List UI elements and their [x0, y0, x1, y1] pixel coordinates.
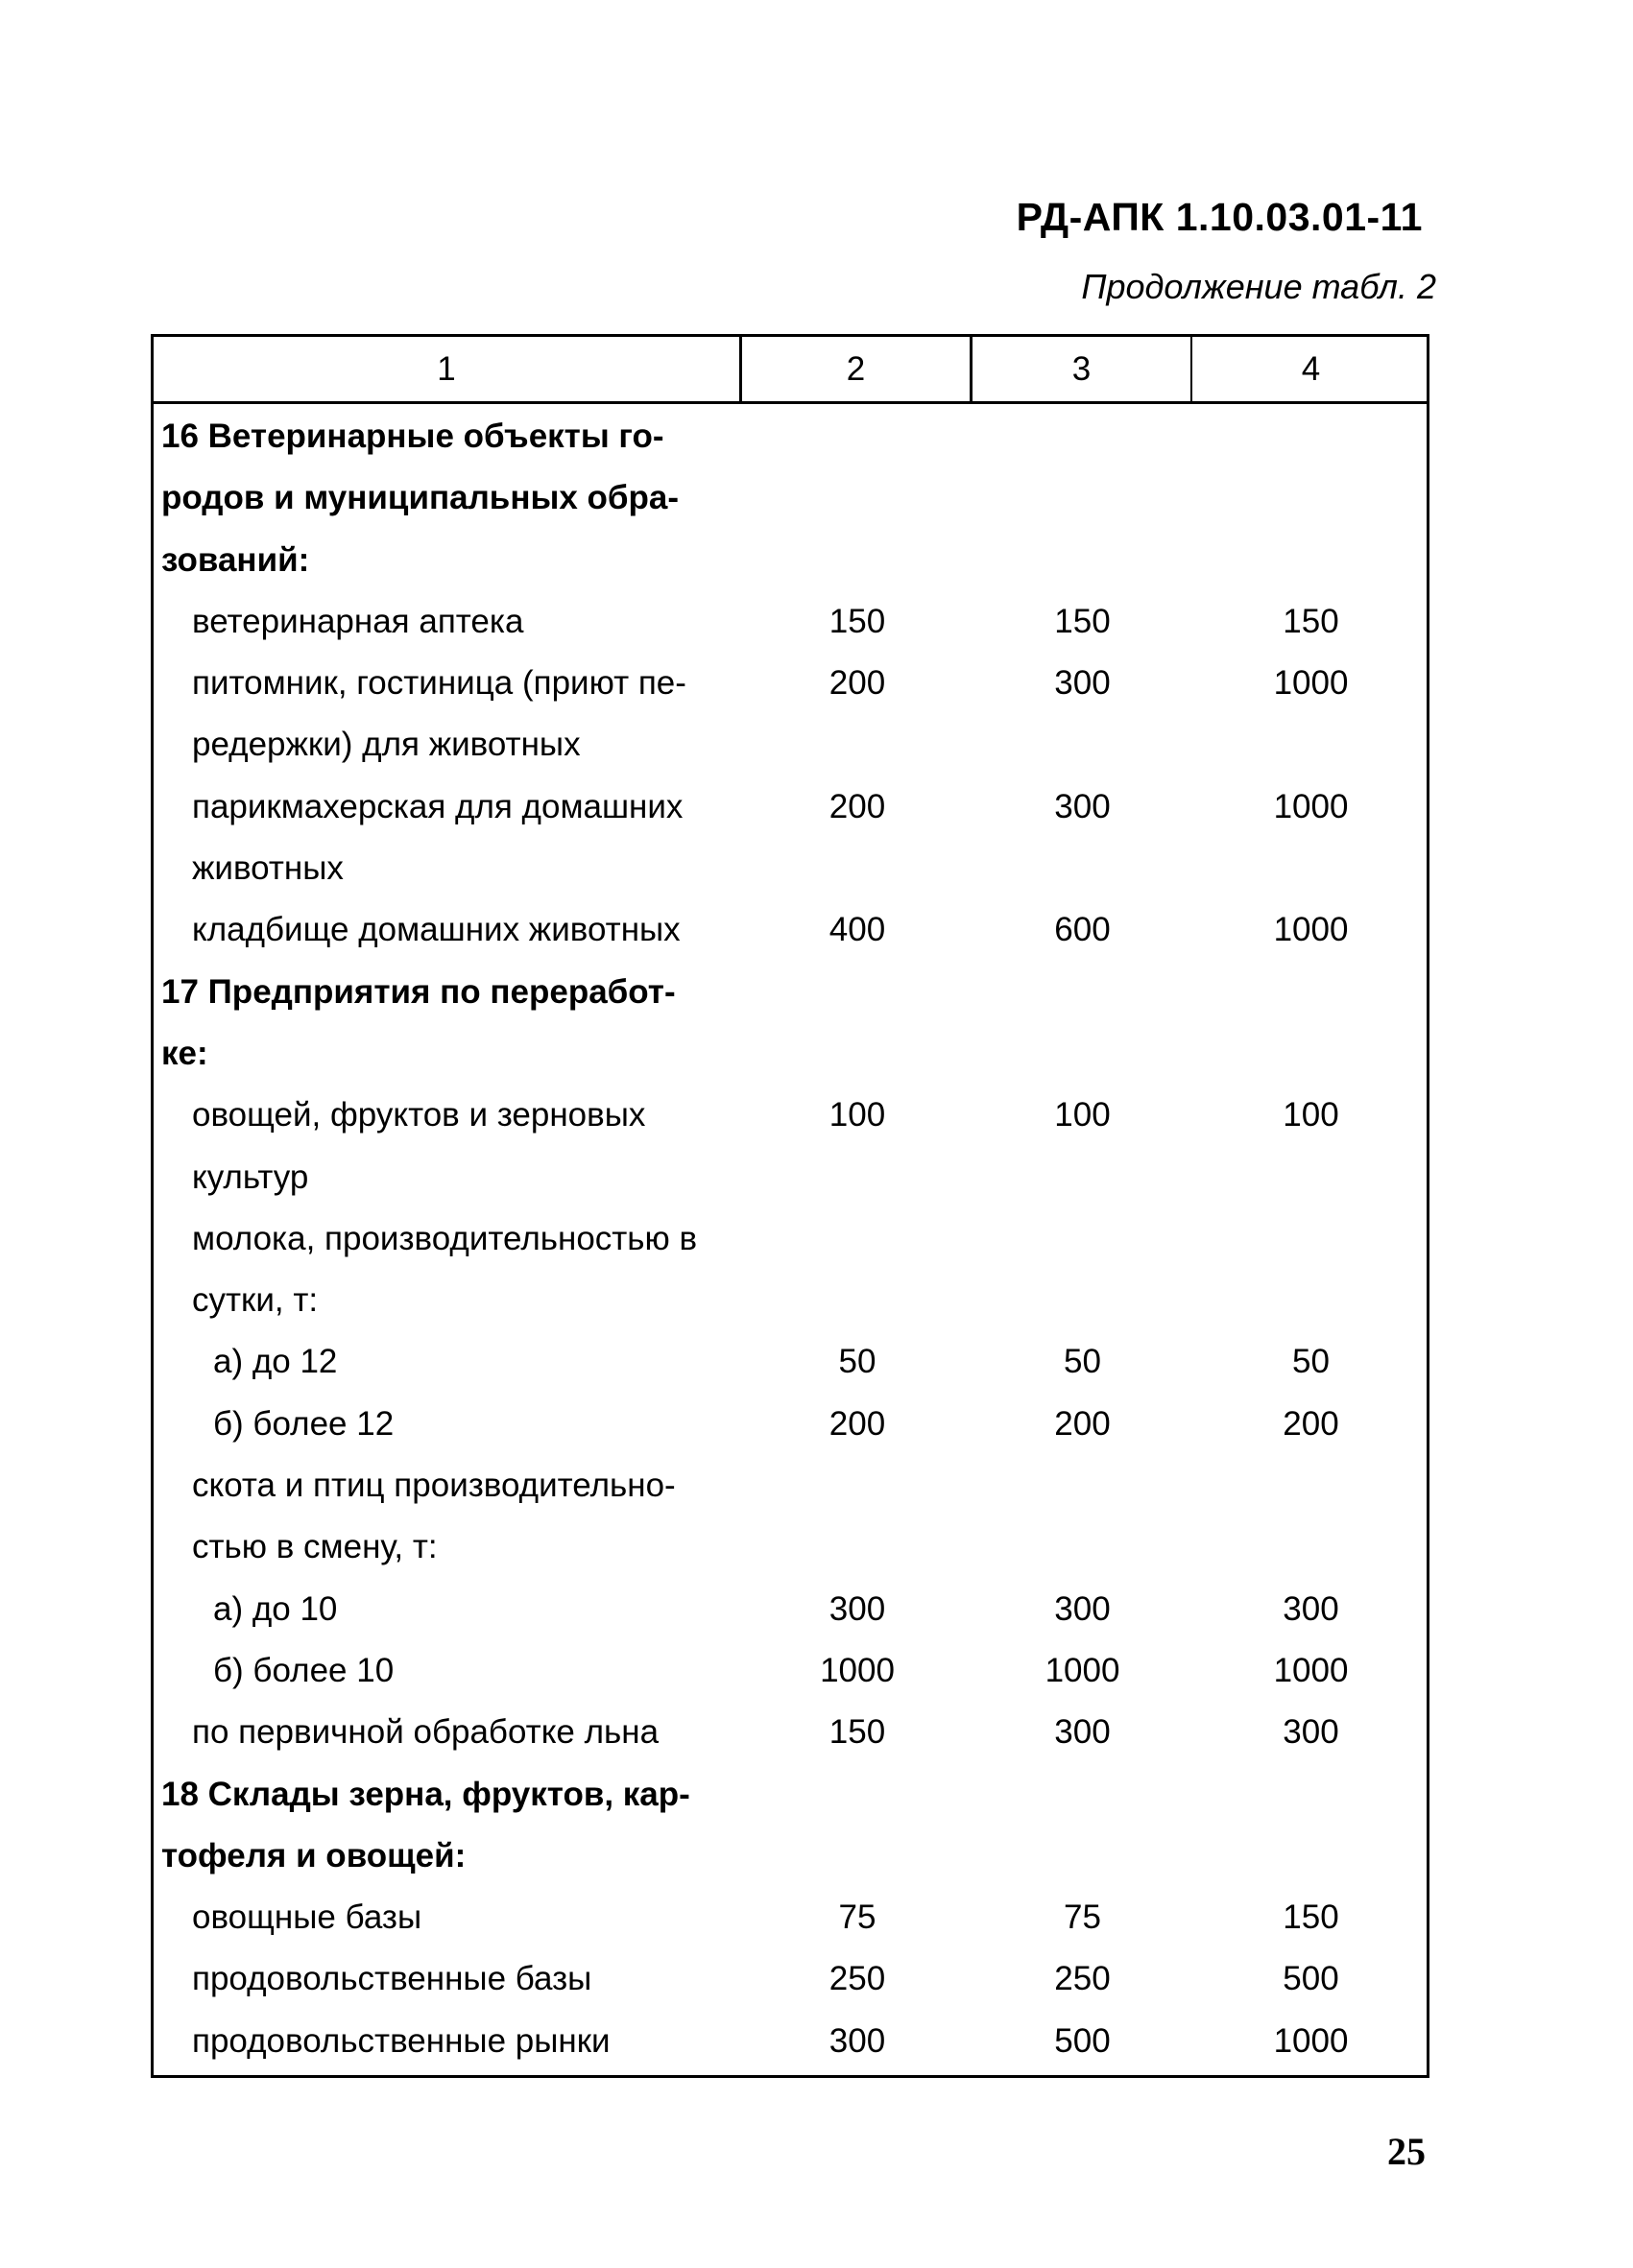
table-row	[154, 1887, 1427, 1948]
cell-col-3: 300	[1054, 787, 1111, 825]
table-row	[154, 1764, 1427, 1826]
row-label: парикмахерская для домашних	[192, 787, 684, 825]
cell-col-4: 300	[1283, 1713, 1339, 1752]
table-continuation-note: Продолжение табл. 2	[1081, 267, 1436, 306]
row-label: культур	[192, 1158, 309, 1196]
row-label: стью в смену, т:	[192, 1528, 438, 1566]
cell-col-2: 1000	[820, 1651, 895, 1689]
cell-col-2: 200	[829, 664, 886, 703]
column-header-3: 3	[973, 337, 1192, 401]
cell-col-4: 150	[1283, 1898, 1339, 1937]
table-row	[154, 1702, 1427, 1763]
row-label: зований:	[161, 540, 310, 579]
row-label: а) до 12	[213, 1343, 338, 1381]
table-row	[154, 776, 1427, 838]
table-header-row	[154, 337, 1427, 404]
table-row	[154, 714, 1427, 776]
row-label: 17 Предприятия по переработ-	[161, 972, 676, 1011]
cell-col-2: 150	[829, 602, 886, 640]
cell-col-2: 200	[829, 1404, 886, 1443]
cell-col-2: 250	[829, 1960, 886, 1998]
row-label: ке:	[161, 1034, 208, 1072]
row-label: животных	[192, 849, 344, 888]
cell-col-3: 75	[1064, 1898, 1101, 1937]
row-label: а) до 10	[213, 1589, 338, 1628]
cell-col-2: 50	[838, 1343, 877, 1381]
table-row	[154, 1579, 1427, 1640]
table-row	[154, 1023, 1427, 1085]
row-label: б) более 10	[213, 1651, 395, 1689]
row-label: редержки) для животных	[192, 726, 581, 764]
data-table	[151, 334, 1429, 2078]
table-row	[154, 838, 1427, 899]
row-label: ветеринарная аптека	[192, 602, 524, 640]
row-label: б) более 12	[213, 1404, 395, 1443]
cell-col-4: 1000	[1273, 2021, 1349, 2060]
cell-col-2: 75	[838, 1898, 877, 1937]
cell-col-3: 300	[1054, 1713, 1111, 1752]
cell-col-2: 200	[829, 787, 886, 825]
cell-col-2: 300	[829, 1589, 886, 1628]
column-header-2: 2	[742, 337, 973, 401]
row-label: родов и муниципальных обра-	[161, 479, 680, 517]
cell-col-4: 50	[1292, 1343, 1330, 1381]
table-row	[154, 1516, 1427, 1578]
cell-col-4: 500	[1283, 1960, 1339, 1998]
row-label: кладбище домашних животных	[192, 911, 681, 949]
table-row	[154, 1394, 1427, 1455]
row-label: молока, производительностью в	[192, 1219, 698, 1257]
table-row	[154, 962, 1427, 1023]
column-header-1: 1	[154, 337, 742, 401]
cell-col-3: 150	[1054, 602, 1111, 640]
document-code: РД-АПК 1.10.03.01-11	[1016, 195, 1423, 239]
cell-col-4: 100	[1283, 1096, 1339, 1134]
cell-col-2: 100	[829, 1096, 886, 1134]
cell-col-4: 1000	[1273, 787, 1349, 825]
table-row	[154, 591, 1427, 653]
table-row	[154, 1331, 1427, 1393]
cell-col-2: 150	[829, 1713, 886, 1752]
page-number: 25	[1387, 2130, 1426, 2173]
cell-col-4: 300	[1283, 1589, 1339, 1628]
table-row	[154, 1085, 1427, 1146]
cell-col-4: 1000	[1273, 911, 1349, 949]
table-body	[154, 406, 1427, 2072]
table-row	[154, 530, 1427, 591]
cell-col-3: 50	[1064, 1343, 1101, 1381]
cell-col-3: 100	[1054, 1096, 1111, 1134]
table-row	[154, 406, 1427, 467]
row-label: продовольственные базы	[192, 1960, 592, 1998]
cell-col-2: 300	[829, 2021, 886, 2060]
cell-col-3: 200	[1054, 1404, 1111, 1443]
row-label: питомник, гостиница (приют пе-	[192, 664, 686, 703]
table-row	[154, 653, 1427, 714]
row-label: по первичной обработке льна	[192, 1713, 660, 1752]
row-label: сутки, т:	[192, 1281, 319, 1320]
cell-col-4: 150	[1283, 602, 1339, 640]
table-row	[154, 1640, 1427, 1702]
cell-col-4: 1000	[1273, 664, 1349, 703]
table-row	[154, 1208, 1427, 1270]
table-row	[154, 899, 1427, 961]
cell-col-4: 1000	[1273, 1651, 1349, 1689]
cell-col-3: 600	[1054, 911, 1111, 949]
column-header-4: 4	[1301, 349, 1321, 388]
row-label: овощей, фруктов и зерновых	[192, 1096, 646, 1134]
row-label: 18 Склады зерна, фруктов, кар-	[161, 1775, 690, 1813]
row-label: овощные базы	[192, 1898, 422, 1937]
table-row	[154, 2011, 1427, 2072]
table-row	[154, 1270, 1427, 1331]
table-row	[154, 467, 1427, 529]
cell-col-3: 250	[1054, 1960, 1111, 1998]
row-label: тофеля и овощей:	[161, 1836, 467, 1874]
cell-col-3: 1000	[1045, 1651, 1120, 1689]
row-label: продовольственные рынки	[192, 2021, 611, 2060]
table-row	[154, 1826, 1427, 1887]
row-label: 16 Ветеринарные объекты го-	[161, 418, 664, 455]
table-row	[154, 1948, 1427, 2010]
cell-col-4: 200	[1283, 1404, 1339, 1443]
cell-col-3: 300	[1054, 664, 1111, 703]
table-row	[154, 1147, 1427, 1208]
cell-col-3: 500	[1054, 2021, 1111, 2060]
cell-col-3: 300	[1054, 1589, 1111, 1628]
row-label: скота и птиц производительно-	[192, 1467, 676, 1505]
table-row	[154, 1455, 1427, 1516]
cell-col-2: 400	[829, 911, 886, 949]
